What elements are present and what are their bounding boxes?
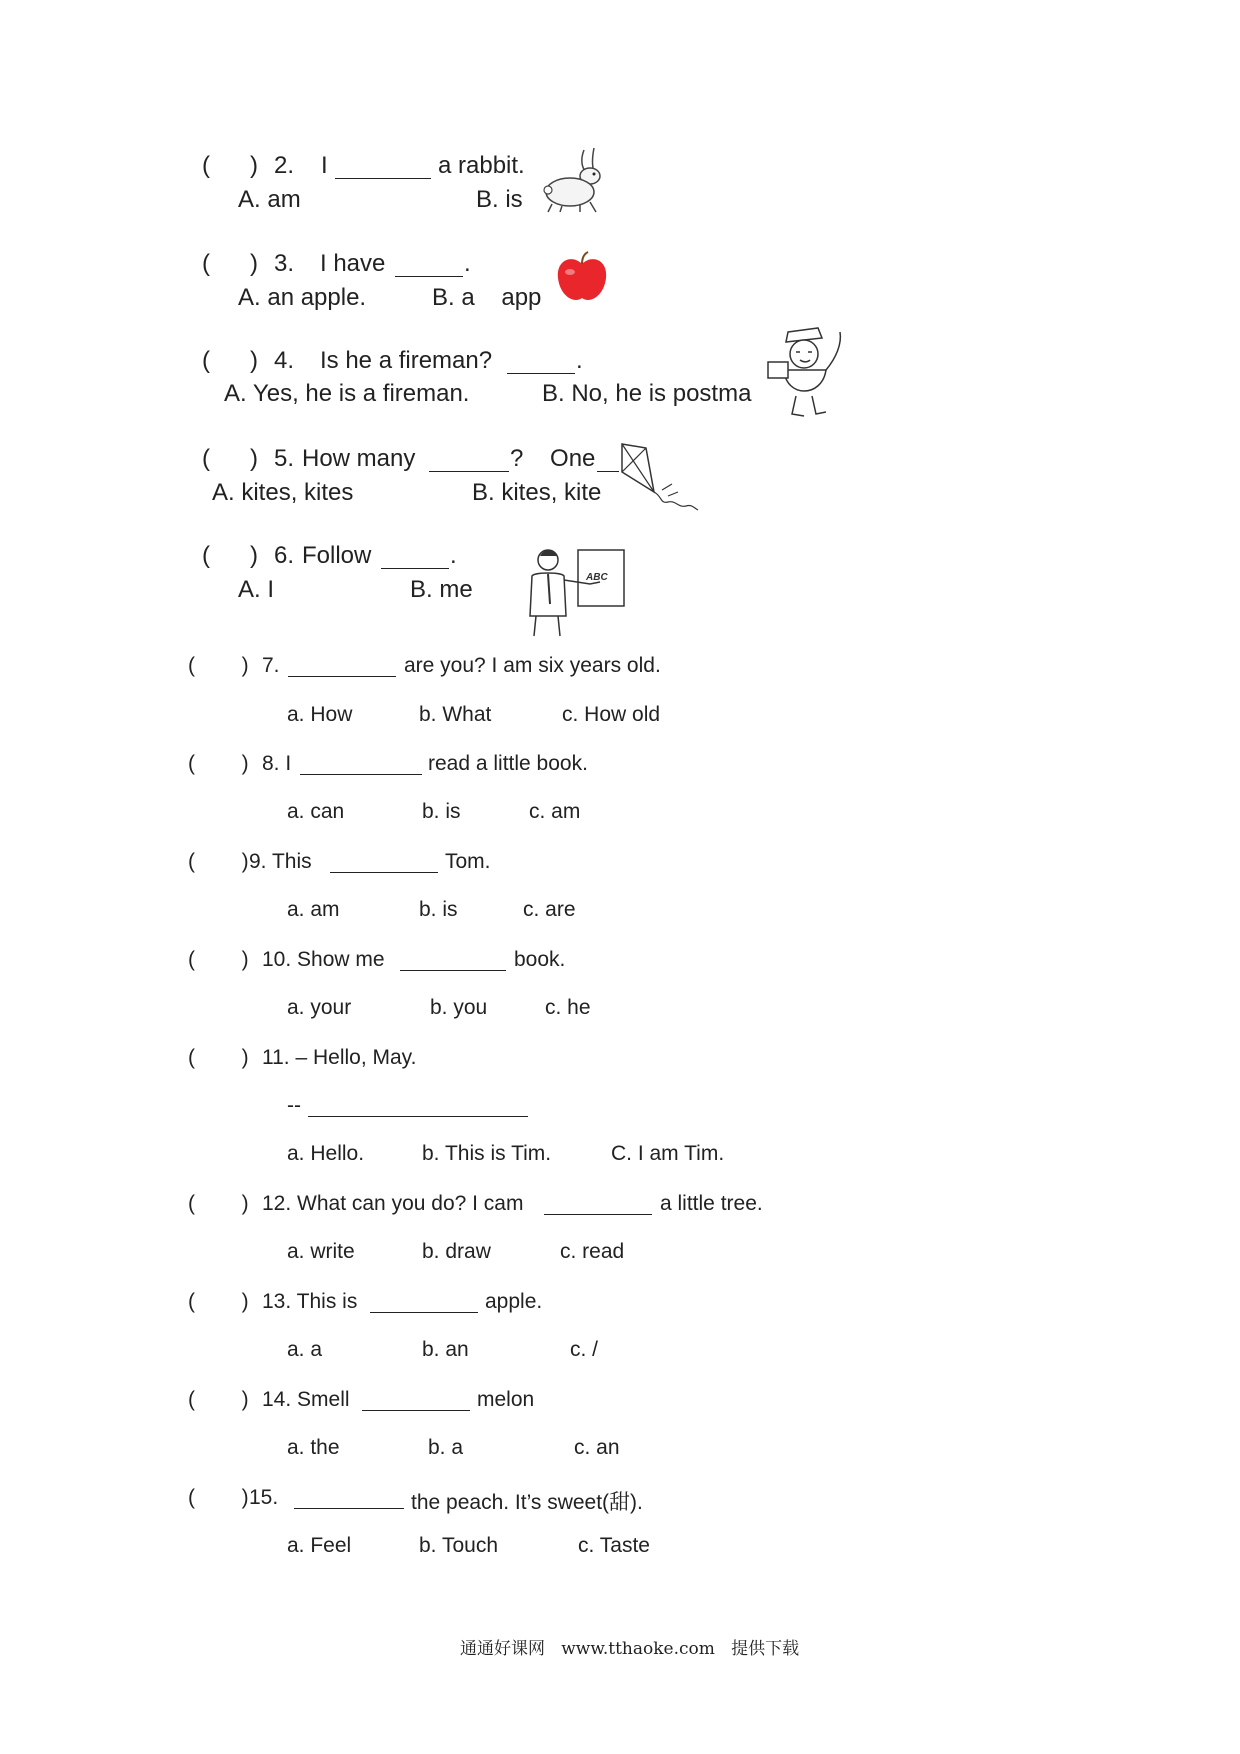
question-text: Tom. [445, 850, 491, 873]
answer-blank[interactable] [300, 774, 422, 775]
question-text: read a little book. [428, 752, 588, 775]
question-text: melon [477, 1388, 535, 1411]
question-number: 9. This [249, 850, 312, 873]
option-b: B. kites, kite [472, 479, 602, 506]
question-text: a little tree. [660, 1192, 763, 1215]
question-number: 4. [274, 347, 295, 374]
answer-paren[interactable]: ( ) [202, 152, 258, 179]
question-text: Is he a fireman? [320, 347, 493, 374]
question-number: 11. – Hello, May. [262, 1046, 417, 1069]
option-b: B. is [476, 186, 523, 213]
answer-blank[interactable] [308, 1116, 528, 1117]
option-b: b. you [430, 996, 488, 1019]
answer-paren[interactable]: ( ) [202, 542, 258, 569]
question-text: are you? I am six years old. [404, 654, 661, 677]
question-number: 2. [274, 152, 295, 179]
rabbit-icon [540, 146, 620, 216]
answer-blank[interactable] [544, 1214, 652, 1215]
answer-paren[interactable]: ( ) [188, 1290, 249, 1313]
question-number: 7. [262, 654, 280, 677]
option-c: c. / [570, 1338, 599, 1361]
answer-paren[interactable]: ( ) [188, 1486, 249, 1509]
option-b: B. No, he is postma [542, 380, 752, 407]
question-number: 13. This is [262, 1290, 358, 1313]
answer-paren[interactable]: ( ) [202, 445, 258, 472]
option-a: a. your [287, 996, 352, 1019]
question-text-end: . [464, 250, 471, 277]
answer-blank[interactable] [362, 1410, 470, 1411]
option-a: a. can [287, 800, 345, 823]
option-c: c. are [523, 898, 576, 921]
option-b: b. an [422, 1338, 469, 1361]
option-a: a. How [287, 703, 353, 726]
kite-icon [616, 440, 700, 516]
answer-paren[interactable]: ( ) [202, 250, 258, 277]
option-a: a. Feel [287, 1534, 352, 1557]
answer-blank[interactable] [330, 872, 438, 873]
answer-paren[interactable]: ( ) [188, 948, 249, 971]
answer-paren[interactable]: ( ) [188, 1046, 249, 1069]
question-text: apple. [485, 1290, 543, 1313]
option-b: B. a app [432, 284, 542, 311]
option-b: b. draw [422, 1240, 491, 1263]
option-b: B. me [410, 576, 473, 603]
option-c: c. read [560, 1240, 625, 1263]
answer-blank[interactable] [507, 373, 575, 374]
option-a: a. write [287, 1240, 355, 1263]
option-a: a. a [287, 1338, 323, 1361]
question-text-end: ? One [510, 445, 596, 472]
option-a: a. am [287, 898, 340, 921]
teacher-icon [524, 544, 628, 640]
svg-text:ABC: ABC [586, 572, 608, 583]
answer-blank[interactable] [335, 178, 431, 179]
answer-blank[interactable] [381, 568, 449, 569]
option-a: A. kites, kites [212, 479, 354, 506]
question-text-end: . [576, 347, 583, 374]
answer-paren[interactable]: ( ) [202, 347, 258, 374]
answer-blank[interactable] [395, 276, 463, 277]
answer-blank[interactable] [294, 1508, 404, 1509]
option-b: b. What [419, 703, 492, 726]
question-number: 3. [274, 250, 295, 277]
question-number: 5. [274, 445, 295, 472]
question-number: 8. I [262, 752, 292, 775]
question-text: book. [514, 948, 566, 971]
option-b: b. This is Tim. [422, 1142, 552, 1165]
option-a: A. an apple. [238, 284, 367, 311]
answer-paren[interactable]: ( ) [188, 1192, 249, 1215]
answer-blank[interactable] [288, 676, 396, 677]
postman-icon [760, 318, 852, 422]
option-b: b. a [428, 1436, 464, 1459]
option-b: b. Touch [419, 1534, 499, 1557]
question-text: the peach. It’s sweet(甜). [411, 1491, 643, 1514]
question-text-end: . [450, 542, 457, 569]
answer-paren[interactable]: ( ) [188, 752, 249, 775]
question-number: 15. [249, 1486, 279, 1509]
option-c: c. an [574, 1436, 620, 1459]
option-a: A. Yes, he is a fireman. [224, 380, 470, 407]
option-c: c. How old [562, 703, 661, 726]
question-number: 10. Show me [262, 948, 385, 971]
option-b: b. is [419, 898, 458, 921]
option-a: a. the [287, 1436, 340, 1459]
question-text: I have [320, 250, 386, 277]
option-c: c. he [545, 996, 591, 1019]
option-a: A. I [238, 576, 275, 603]
reply-prefix: -- [287, 1094, 301, 1117]
question-text-end: a rabbit. [438, 152, 525, 179]
answer-paren[interactable]: ( ) [188, 654, 249, 677]
apple-icon [554, 250, 610, 306]
question-text: Follow [302, 542, 372, 569]
answer-blank[interactable] [429, 471, 509, 472]
question-text: I [321, 152, 328, 179]
option-c: c. Taste [578, 1534, 650, 1557]
answer-blank[interactable] [400, 970, 506, 971]
page-footer: 通通好课网 www.tthaoke.com 提供下载 [460, 1639, 800, 1659]
question-number: 6. [274, 542, 295, 569]
question-number: 12. What can you do? I cam [262, 1192, 524, 1215]
option-c: c. am [529, 800, 581, 823]
option-b: b. is [422, 800, 461, 823]
answer-blank[interactable] [370, 1312, 478, 1313]
option-c: C. I am Tim. [611, 1142, 725, 1165]
answer-paren[interactable]: ( ) [188, 1388, 249, 1411]
option-a: a. Hello. [287, 1142, 365, 1165]
question-text: How many [302, 445, 416, 472]
answer-paren[interactable]: ( ) [188, 850, 249, 873]
question-number: 14. Smell [262, 1388, 350, 1411]
option-a: A. am [238, 186, 301, 213]
